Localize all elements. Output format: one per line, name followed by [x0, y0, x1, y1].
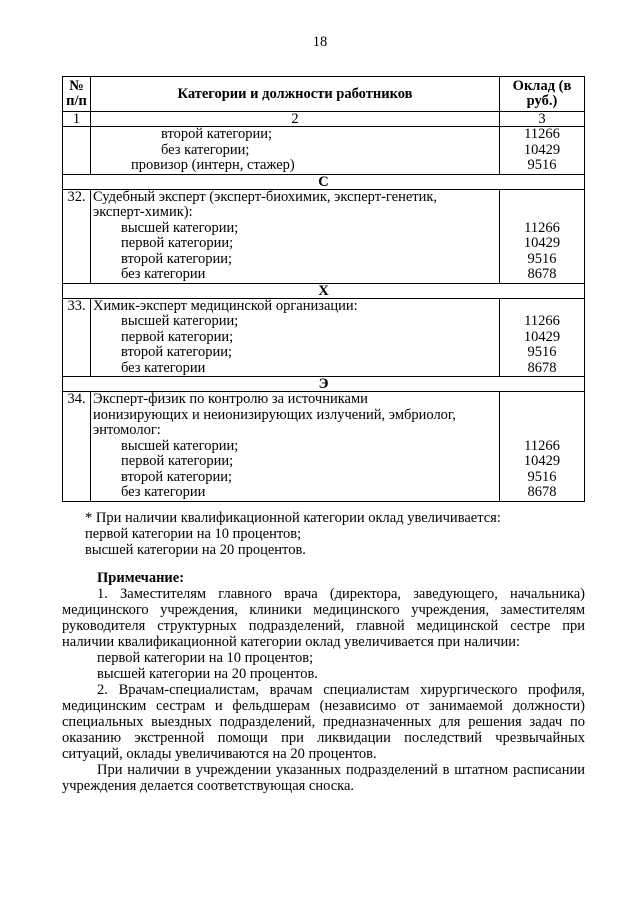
note-title: Примечание:: [97, 570, 185, 586]
row-value: 8678: [500, 267, 585, 283]
position-title: ионизирующих и неионизирующих излучений, эмбриолог,: [91, 408, 500, 424]
row-number: 32.: [63, 189, 91, 221]
position-title: энтомолог:: [91, 423, 500, 439]
table-row: [63, 439, 585, 455]
header-num: № п/п: [63, 77, 91, 112]
position-title: Эксперт-физик по контролю за источниками: [91, 392, 500, 408]
column-number-row: [63, 112, 585, 127]
table-row: [63, 392, 585, 408]
row-label: первой категории;: [91, 236, 500, 252]
row-label: высшей категории;: [91, 439, 500, 455]
row-label: второй категории;: [91, 470, 500, 486]
header-salary: Оклад (в руб.): [500, 77, 585, 112]
table-row: [63, 127, 585, 143]
table-row: [63, 158, 585, 174]
note-paragraph: При наличии в учреждении указанных подразделений в штатном расписании учреждения делается соответствующая сноска.: [62, 762, 585, 794]
row-value: 10429: [500, 330, 585, 346]
row-number: 34.: [63, 392, 91, 439]
position-title: Химик-эксперт медицинской организации:: [91, 298, 500, 314]
note-section: [62, 570, 585, 794]
section-letter-row: [63, 377, 585, 392]
row-label: без категории: [91, 361, 500, 377]
row-label: высшей категории;: [91, 314, 500, 330]
row-value: 11266: [500, 127, 585, 143]
table-row: [63, 221, 585, 237]
position-title: Судебный эксперт (эксперт-биохимик, эксперт-генетик,: [91, 189, 500, 205]
section-letter: Э: [63, 377, 585, 392]
note-line: первой категории на 10 процентов;: [97, 650, 314, 666]
row-value: 10429: [500, 454, 585, 470]
table-row: [63, 298, 585, 314]
column-number: 1: [63, 112, 91, 127]
row-value: 8678: [500, 361, 585, 377]
row-label: второй категории;: [91, 127, 500, 143]
note-paragraph: 1. Заместителям главного врача (директора, заведующего, начальника) медицинского учреждения, клиники медицинского учреждения, заместителям руководителя структурных подразделений, главной медицинской сестре при наличии квалификационной категории оклад увеличивается при наличии:: [62, 586, 585, 650]
row-label: без категории: [91, 267, 500, 283]
row-value: 9516: [500, 345, 585, 361]
row-value: 11266: [500, 314, 585, 330]
row-value: 9516: [500, 470, 585, 486]
footnote-line: * При наличии квалификационной категории оклад увеличивается:: [85, 510, 501, 526]
column-number: 2: [91, 112, 500, 127]
row-label: первой категории;: [91, 454, 500, 470]
row-label: второй категории;: [91, 252, 500, 268]
section-letter-row: [63, 283, 585, 298]
position-title: эксперт-химик):: [91, 205, 500, 221]
row-label: провизор (интерн, стажер): [91, 158, 500, 174]
table-row: [63, 252, 585, 268]
section-letter: Х: [63, 283, 585, 298]
row-number: 33.: [63, 298, 91, 314]
footnote-line: высшей категории на 20 процентов.: [85, 542, 306, 558]
row-value: 11266: [500, 439, 585, 455]
note-line: высшей категории на 20 процентов.: [97, 666, 318, 682]
table-row: [63, 470, 585, 486]
row-label: без категории: [91, 485, 500, 501]
row-value: 9516: [500, 252, 585, 268]
table-row: [63, 330, 585, 346]
row-value: 10429: [500, 236, 585, 252]
page-number: 18: [312, 34, 328, 50]
table-row: [63, 454, 585, 470]
footnote-line: первой категории на 10 процентов;: [85, 526, 302, 542]
table-row: [63, 143, 585, 159]
table-row: [63, 314, 585, 330]
note-paragraph: 2. Врачам-специалистам, врачам специалистам хирургического профиля, медицинским сестрам и фельдшерам (независимо от занимаемой должности) специальных выездных подразделений, предназначенных для решения задач по оказанию экстренной помощи при ликвидации последствий чрезвычайных ситуаций, оклады увеличиваются на 20 процентов.: [62, 682, 585, 762]
row-label: второй категории;: [91, 345, 500, 361]
row-label: без категории;: [91, 143, 500, 159]
section-letter: С: [63, 174, 585, 189]
table-row: [63, 236, 585, 252]
table-row: [63, 267, 585, 283]
table-row: [63, 485, 585, 501]
row-value: 9516: [500, 158, 585, 174]
table-row: [63, 361, 585, 377]
salary-table: [62, 76, 585, 502]
table-row: [63, 189, 585, 205]
footnote: [85, 510, 585, 558]
column-number: 3: [500, 112, 585, 127]
row-value: 11266: [500, 221, 585, 237]
row-label: высшей категории;: [91, 221, 500, 237]
row-label: первой категории;: [91, 330, 500, 346]
row-value: 8678: [500, 485, 585, 501]
table-header-row: [63, 77, 585, 112]
header-category: Категории и должности работников: [91, 77, 500, 112]
row-value: 10429: [500, 143, 585, 159]
section-letter-row: [63, 174, 585, 189]
table-row: [63, 345, 585, 361]
